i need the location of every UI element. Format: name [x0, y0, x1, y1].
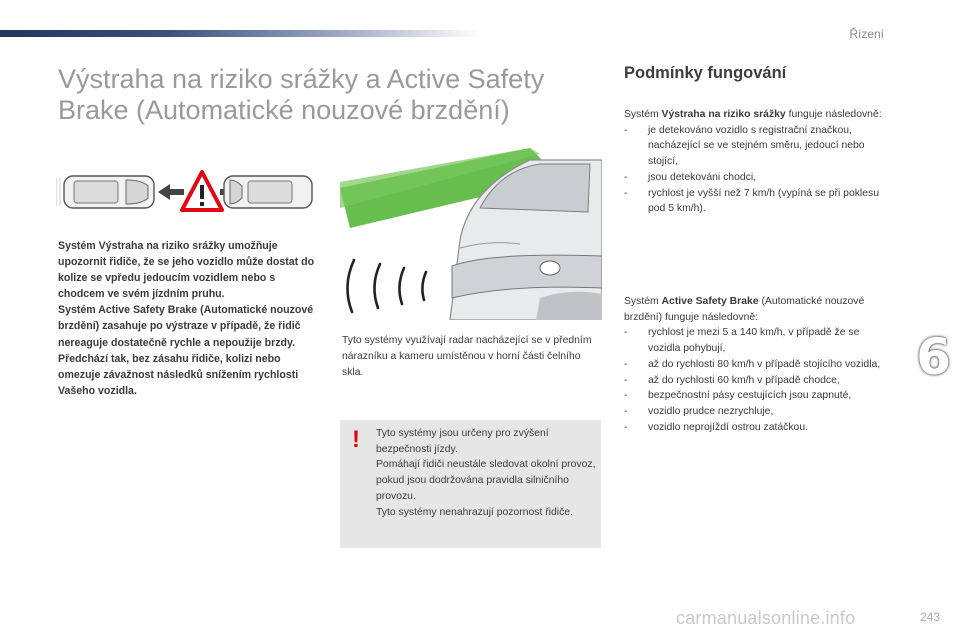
page-title	[58, 64, 598, 126]
van-radar-illustration	[340, 148, 602, 320]
list-item: - rychlost je vyšší než 7 km/h (vypíná se při poklesu pod 5 km/h).	[624, 186, 894, 217]
list-item: - vozidlo neprojíždí ostrou zatáčkou.	[624, 420, 894, 436]
note-text	[376, 426, 596, 520]
warning-intro	[624, 107, 894, 123]
intro-prefix: Systém	[624, 296, 662, 307]
chapter-number: 6	[916, 328, 950, 386]
safety-note	[340, 420, 601, 548]
intro-paragraph: Systém Výstraha na riziko srážky umožňuje upozornit řidiče, že se jeho vozidlo může dostat do kolize se vpředu jedoucím vozidlem nebo s chodcem ve svém jízdním pruhu.	[58, 240, 315, 301]
intro-paragraph: Systém Active Safety Brake (Automatické nouzové brzdění) zasahuje po výstraze v případě, že řidič nereaguje dostatečně rychle a nepoužije brzdy.	[58, 304, 314, 349]
collision-diagram	[56, 170, 318, 214]
rear-vehicle-icon	[56, 176, 154, 208]
intro-prefix: Systém	[624, 109, 662, 120]
intro-suffix: (Automatické nouzové brzdění) funguje následovně:	[624, 296, 865, 323]
title-line-2: Brake (Automatické nouzové brzdění)	[58, 95, 510, 125]
list-item: - je detekováno vozidlo s registrační značkou, nacházející se ve stejném směru, jedoucí nebo stojící,	[624, 123, 894, 170]
warning-conditions-list	[624, 123, 894, 217]
header-bar	[0, 30, 480, 37]
list-item: - rychlost je mezi 5 a 140 km/h, v případě že se vozidla pohybují,	[624, 325, 894, 356]
intro-suffix: funguje následovně:	[785, 109, 882, 120]
list-item: - vozidlo prudce nezrychluje,	[624, 404, 894, 420]
note-line: Tyto systémy nenahrazují pozornost řidiče.	[376, 506, 573, 518]
brake-conditions-list	[624, 325, 894, 435]
note-line: Pomáhají řidiči neustále sledovat okolní provoz, pokud jsou dodržována pravidla silničního provozu.	[376, 459, 596, 502]
list-item: - bezpečnostní pásy cestujících jsou zapnuté,	[624, 388, 894, 404]
intro-text	[58, 238, 324, 399]
title-line-1: Výstraha na riziko srážky a Active Safety	[58, 64, 545, 94]
conditions-heading: Podmínky fungování	[624, 64, 787, 82]
brake-conditions	[624, 294, 894, 435]
warning-triangle-icon	[182, 172, 222, 210]
page-number: 243	[919, 610, 940, 624]
list-item: - jsou detekováni chodci,	[624, 170, 894, 186]
system-name: Active Safety Brake	[661, 296, 759, 307]
front-vehicle-icon	[224, 176, 312, 208]
brake-intro	[624, 294, 894, 325]
system-name: Výstraha na riziko srážky	[661, 109, 786, 120]
section-name: Řízení	[849, 27, 884, 41]
intro-paragraph: Předchází tak, bez zásahu řidiče, kolizi nebo omezuje závažnost následků snížením rychlosti Vašeho vozidla.	[58, 352, 299, 397]
warning-conditions	[624, 107, 894, 217]
exclamation-icon: !	[352, 426, 360, 453]
radar-description: Tyto systémy využívají radar nacházející se v předním nárazníku a kameru umístěnou v horní části čelního skla.	[342, 335, 592, 378]
watermark: carmanualsonline.info	[676, 608, 856, 628]
note-line: Tyto systémy jsou určeny pro zvýšení bezpečnosti jízdy.	[376, 428, 549, 455]
list-item: - až do rychlosti 60 km/h v případě chodce,	[624, 373, 894, 389]
list-item: - až do rychlosti 80 km/h v případě stojícího vozidla,	[624, 357, 894, 373]
